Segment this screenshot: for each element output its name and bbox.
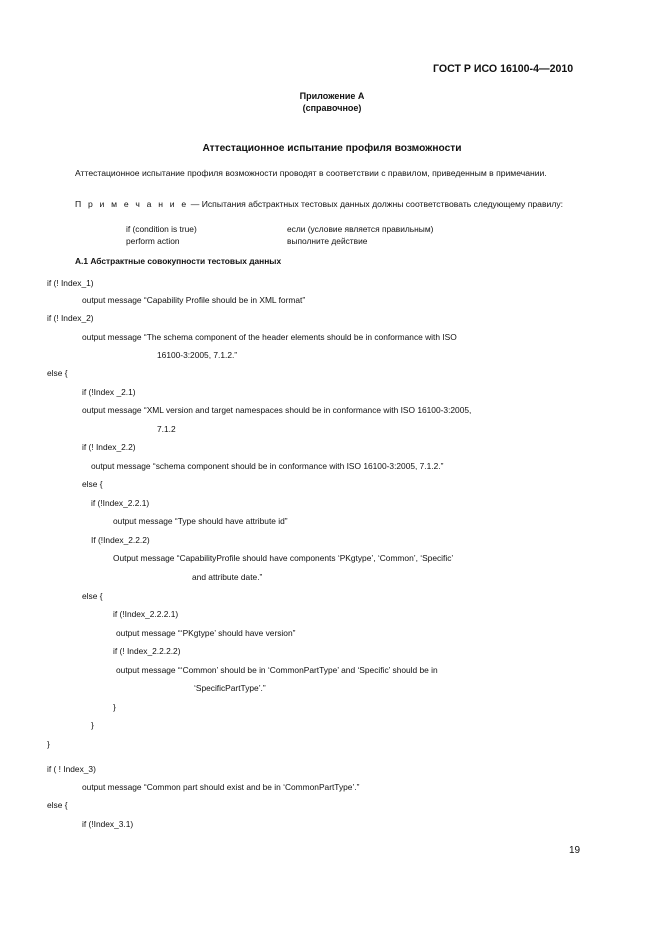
code-line: Output message “CapabilityProfile should have components ‘PKgtype’, ‘Common’, ‘Specific’ <box>113 553 454 563</box>
code-line: output message “Common part should exist and be in ‘CommonPartType’.” <box>82 782 360 792</box>
code-line: output message “‘PKgtype’ should have version” <box>116 628 296 638</box>
intro-text: Аттестационное испытание профиля возможности проводят в соответствии с правилом, приведенным в примечании. <box>75 168 547 178</box>
code-line: output message “Capability Profile should be in XML format” <box>82 295 306 305</box>
code-line: 16100-3:2005, 7.1.2.” <box>157 350 238 360</box>
rule-action-right: выполните действие <box>287 236 368 246</box>
code-line: output message “‘Common’ should be in ‘CommonPartType’ and ‘Specific’ should be in <box>116 665 438 675</box>
page-number: 19 <box>569 845 581 856</box>
code-line: if (! Index_2) <box>47 313 94 323</box>
code-line: } <box>47 739 50 749</box>
annex-title: Приложение A <box>299 91 365 101</box>
subsection-title: A.1 Абстрактные совокупности тестовых данных <box>75 256 282 266</box>
code-line: if (!Index_3.1) <box>82 819 134 829</box>
note-label: П р и м е ч а н и е <box>75 199 189 209</box>
intro-paragraph <box>47 167 583 180</box>
rule-if-right: если (условие является правильным) <box>287 224 434 234</box>
code-line: } <box>113 702 116 712</box>
code-line: if (!Index _2.1) <box>82 387 136 397</box>
code-line: } <box>91 720 94 730</box>
code-line: and attribute date.” <box>192 572 263 582</box>
annex-subtitle: (справочное) <box>302 103 362 113</box>
code-line: if (! Index_2.2) <box>82 442 136 452</box>
code-line: output message “XML version and target namespaces should be in conformance with ISO 16100-3:2005, <box>82 405 472 415</box>
code-line: 7.1.2 <box>157 424 176 434</box>
code-line: if (! Index_1) <box>47 278 94 288</box>
code-line: else { <box>82 591 103 601</box>
code-line: if ( ! Index_3) <box>47 764 96 774</box>
code-line: if (! Index_2.2.2.2) <box>113 646 181 656</box>
code-line: output message “Type should have attribute id” <box>113 516 288 526</box>
rule-if-left: if (condition is true) <box>126 224 197 234</box>
code-line: output message “The schema component of the header elements should be in conformance with ISO <box>82 332 457 342</box>
note-paragraph <box>47 198 583 211</box>
code-line: output message “schema component should be in conformance with ISO 16100-3:2005, 7.1.2.” <box>91 461 444 471</box>
section-title: Аттестационное испытание профиля возможности <box>202 143 462 154</box>
code-line: else { <box>47 800 68 810</box>
code-line: ‘SpecificPartType’.” <box>194 683 266 693</box>
code-line: if (!Index_2.2.2.1) <box>113 609 179 619</box>
document-id: ГОСТ Р ИСО 16100-4—2010 <box>433 63 574 75</box>
code-line: else { <box>82 479 103 489</box>
note-text: — Испытания абстрактных тестовых данных должны соответствовать следующему правилу: <box>190 199 564 209</box>
rule-action-left: perform action <box>126 236 180 246</box>
code-line: if (!Index_2.2.1) <box>91 498 150 508</box>
code-line: else { <box>47 368 68 378</box>
code-line: If (!Index_2.2.2) <box>91 535 150 545</box>
